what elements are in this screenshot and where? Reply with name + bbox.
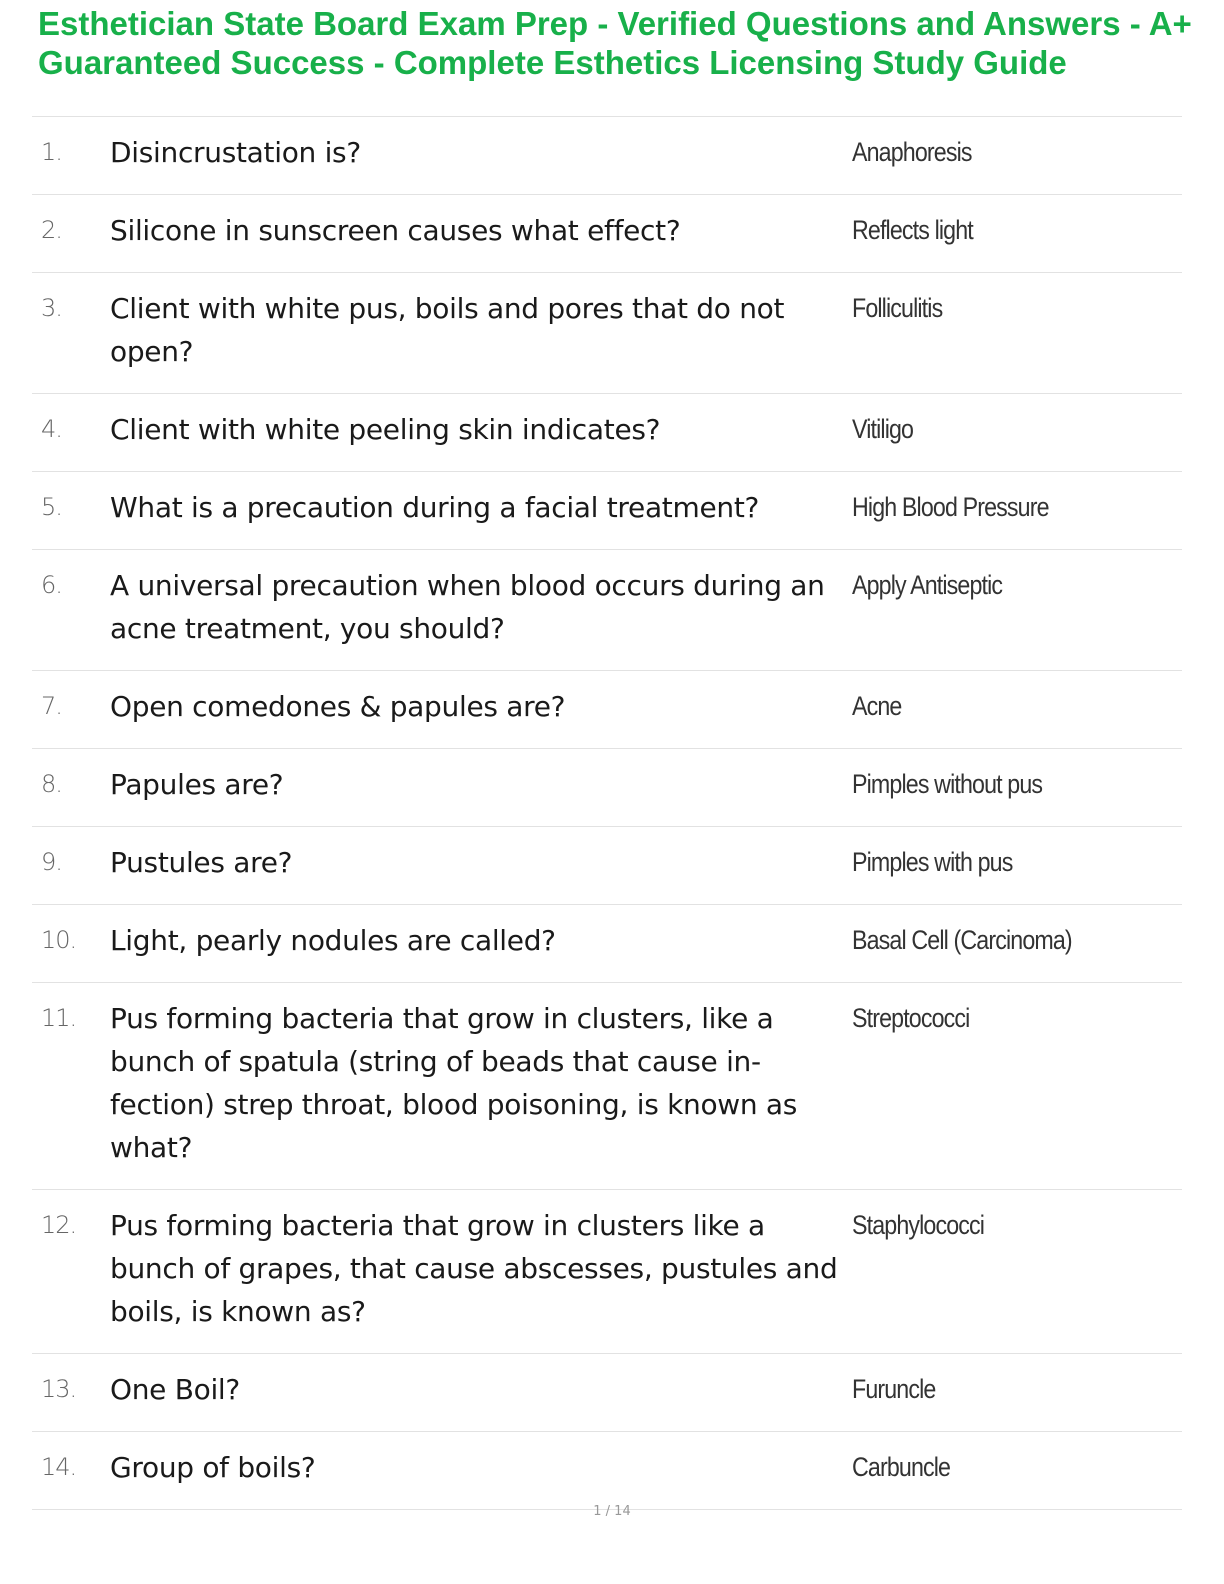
question-number: 10. [41, 926, 77, 954]
question-text: Silicone in sunscreen causes what effect? [110, 214, 681, 247]
answer-text: High Blood Pressure [852, 492, 1049, 522]
qa-row-11 [32, 983, 1182, 1190]
question-text: Open comedones & papules are? [110, 690, 566, 723]
answer-text: Staphylococci [852, 1210, 985, 1240]
question-text: What is a precaution during a facial treatment? [110, 491, 760, 524]
question-text: Pustules are? [110, 846, 293, 879]
answer-text: Carbuncle [852, 1452, 951, 1482]
question-number: 2. [41, 216, 62, 244]
document-title: Esthetician State Board Exam Prep - Verified Questions and Answers - A+ Guaranteed Success - Complete Esthetics Licensing Study Guide [38, 5, 1192, 81]
question-number: 7. [41, 692, 62, 720]
answer-text: Anaphoresis [852, 137, 972, 167]
question-text: Pus forming bacteria that grow in clusters like a bunch of grapes, that cause abscesses, pustules and boils, is known as? [110, 1209, 838, 1328]
answer-text: Basal Cell (Carcinoma) [852, 925, 1072, 955]
qa-row-4 [32, 394, 1182, 472]
question-text: Papules are? [110, 768, 284, 801]
page-indicator: 1 / 14 [593, 1504, 631, 1519]
question-number: 11. [41, 1004, 77, 1032]
question-number: 9. [41, 848, 62, 876]
qa-table [32, 116, 1182, 1510]
qa-row-5 [32, 472, 1182, 550]
answer-text: Acne [852, 691, 902, 721]
question-number: 4. [41, 415, 62, 443]
question-text: One Boil? [110, 1373, 240, 1406]
answer-text: Reflects light [852, 215, 973, 245]
qa-row-3 [32, 273, 1182, 394]
question-text: Light, pearly nodules are called? [110, 924, 556, 957]
qa-row-9 [32, 827, 1182, 905]
answer-text: Vitiligo [852, 414, 914, 444]
qa-row-2 [32, 195, 1182, 273]
answer-text: Folliculitis [852, 293, 943, 323]
question-text: Pus forming bacteria that grow in clusters, like a bunch of spatula (string of beads that cause in- fection) strep throat, blood poisoning, is known as what? [110, 1002, 798, 1164]
answer-text: Pimples without pus [852, 769, 1043, 799]
question-number: 13. [41, 1375, 77, 1403]
question-text: Group of boils? [110, 1451, 316, 1484]
qa-row-14 [32, 1432, 1182, 1510]
answer-text: Pimples with pus [852, 847, 1013, 877]
question-number: 1. [41, 138, 62, 166]
question-number: 12. [41, 1211, 77, 1239]
qa-row-10 [32, 905, 1182, 983]
question-text: Client with white pus, boils and pores that do not open? [110, 292, 785, 368]
question-number: 3. [41, 294, 62, 322]
question-text: Disincrustation is? [110, 136, 361, 169]
qa-row-12 [32, 1190, 1182, 1354]
qa-row-6 [32, 550, 1182, 671]
question-number: 6. [41, 571, 62, 599]
question-text: A universal precaution when blood occurs during an acne treatment, you should? [110, 569, 825, 645]
question-number: 8. [41, 770, 62, 798]
answer-text: Apply Antiseptic [852, 570, 1003, 600]
answer-text: Streptococci [852, 1003, 970, 1033]
qa-row-1 [32, 117, 1182, 195]
qa-row-13 [32, 1354, 1182, 1432]
qa-row-7 [32, 671, 1182, 749]
question-text: Client with white peeling skin indicates? [110, 413, 661, 446]
qa-row-8 [32, 749, 1182, 827]
answer-text: Furuncle [852, 1374, 936, 1404]
question-number: 5. [41, 493, 62, 521]
question-number: 14. [41, 1453, 77, 1481]
